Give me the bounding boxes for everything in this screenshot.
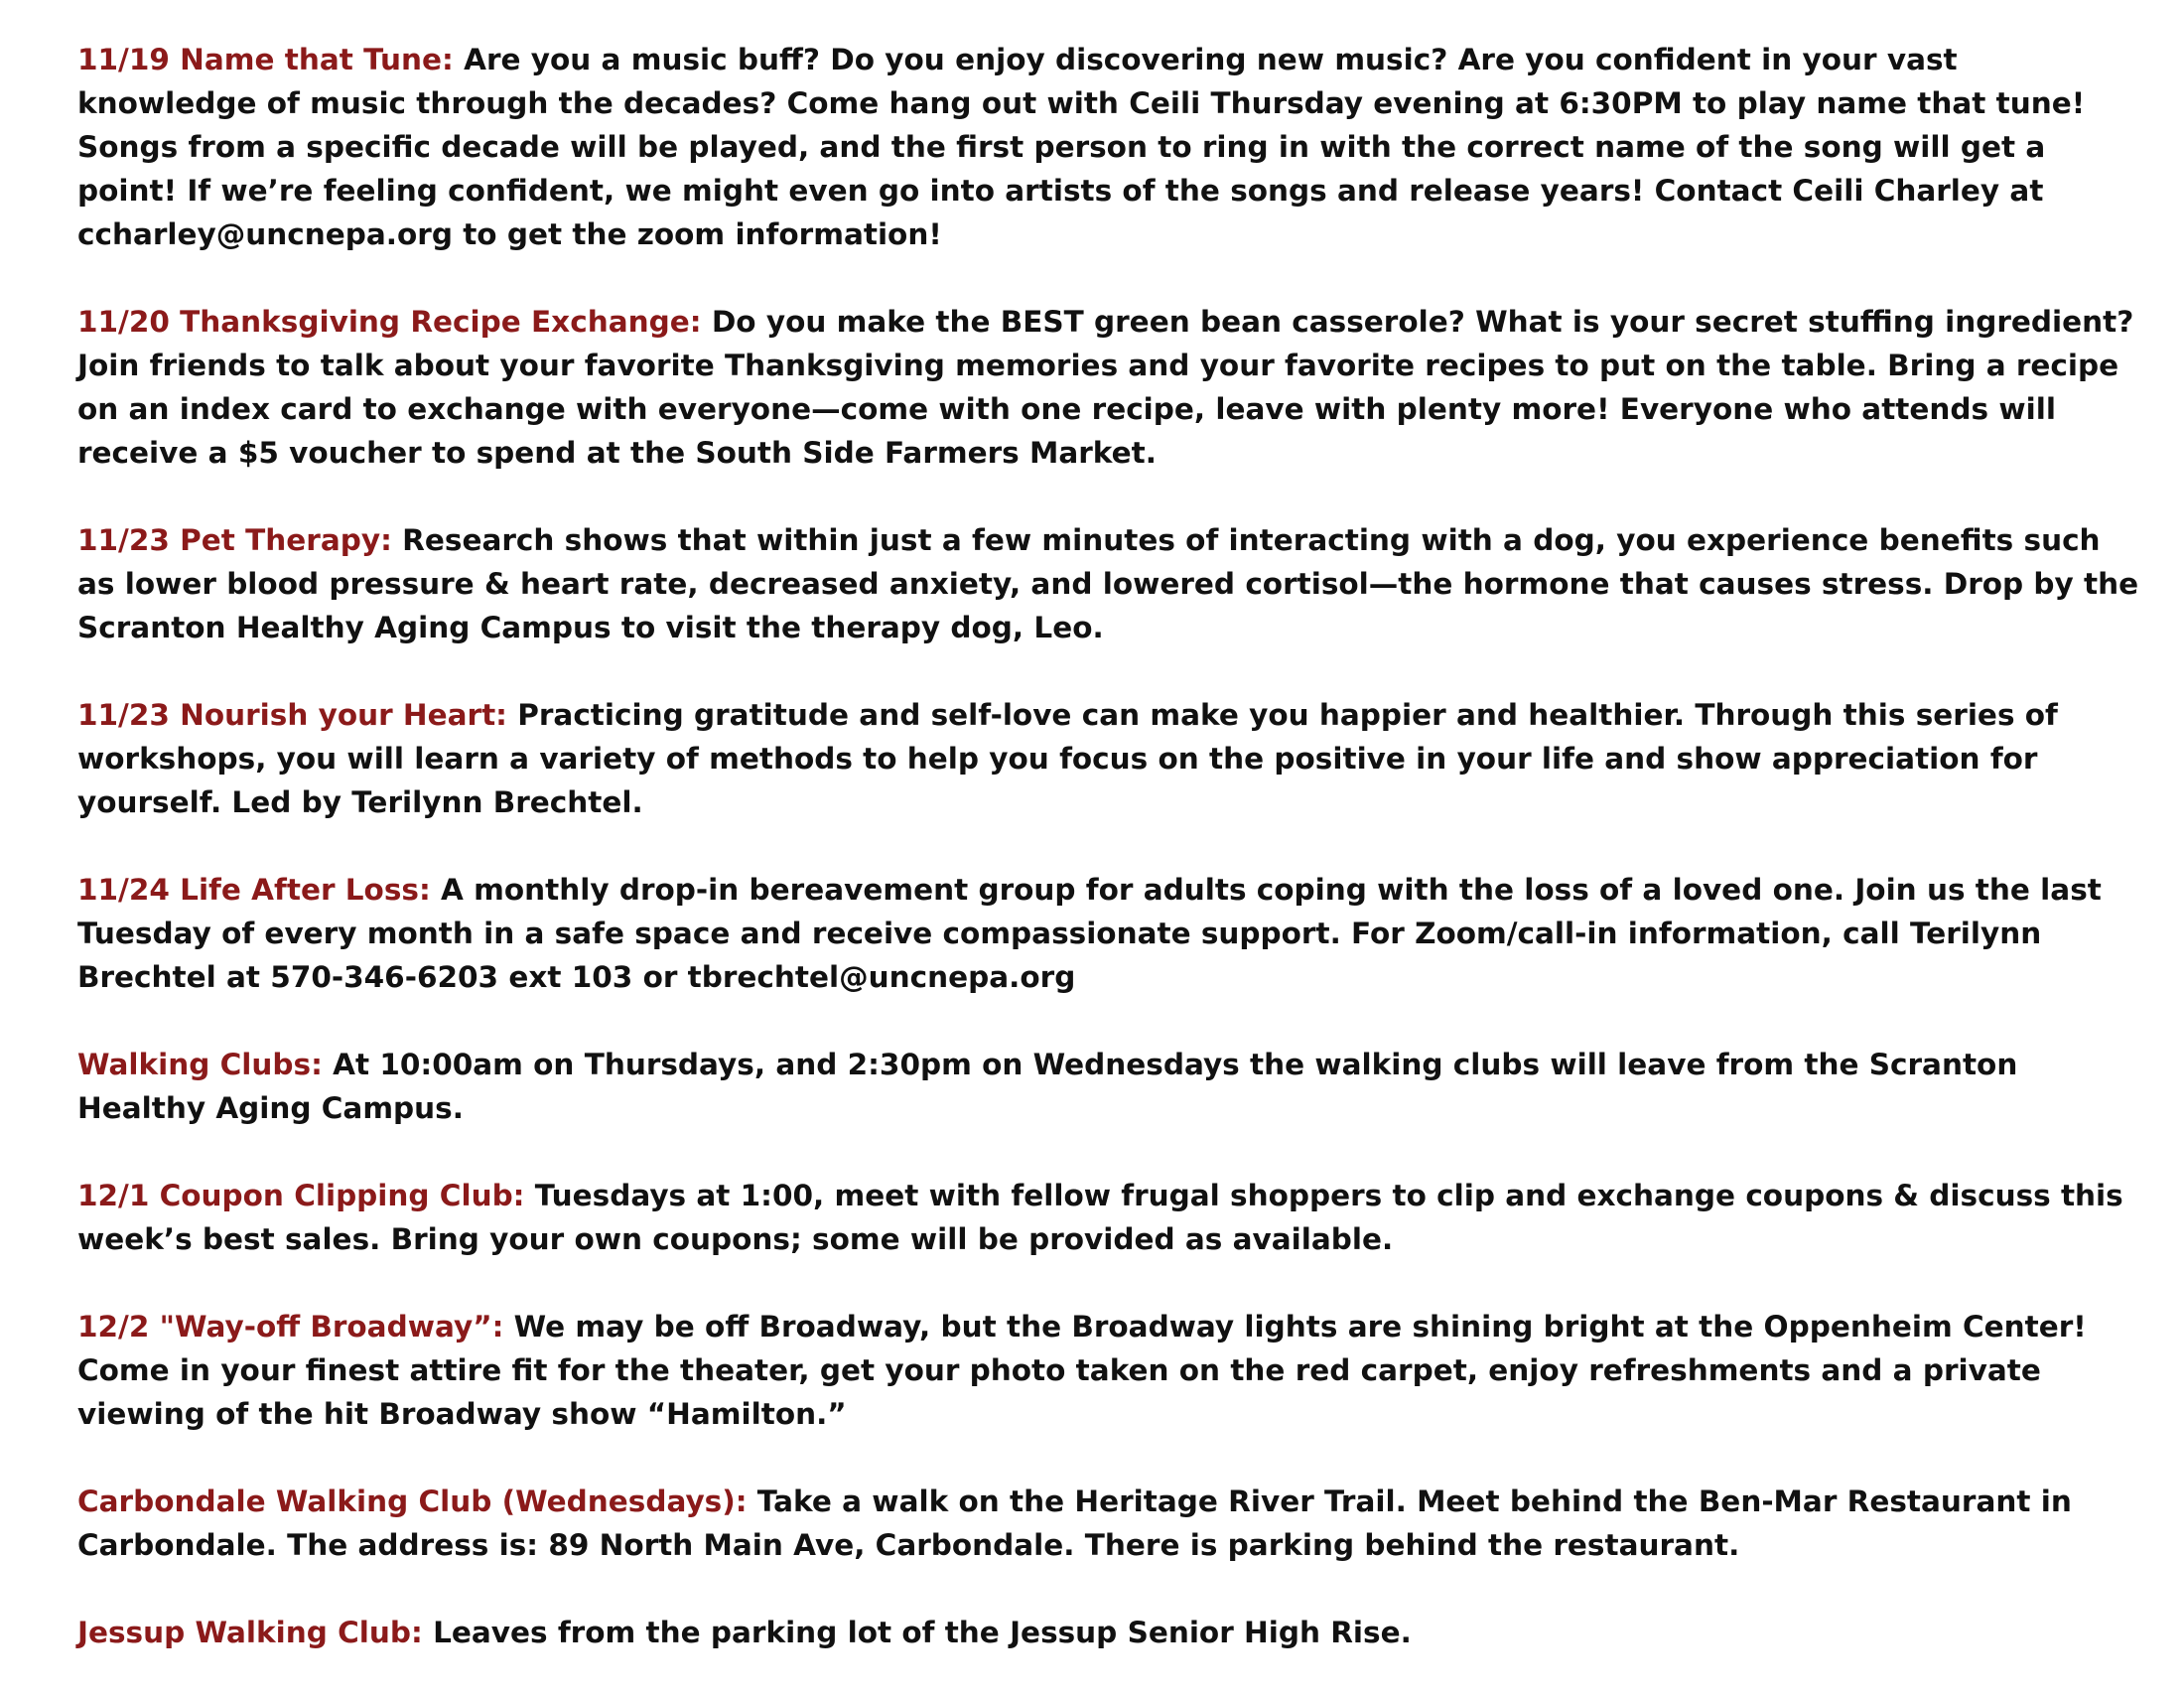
event-title: 12/1 Coupon Clipping Club: [77,1179,525,1212]
event-coupon-clipping-club [77,1174,2142,1261]
event-thanksgiving-recipe-exchange [77,300,2142,475]
event-name-that-tune [77,38,2142,256]
event-title: Jessup Walking Club: [77,1616,423,1649]
event-title: Walking Clubs: [77,1048,323,1081]
event-description: A monthly drop-in bereavement group for adults coping with the loss of a loved one. Join us the last Tuesday of every month in a safe space and receive compassionate support. For Zoom/call-in information, call Terilynn Brechtel at 570-346-6203 ext 103 or tbrechtel@uncnepa.org [77,873,2102,994]
event-title: 11/24 Life After Loss: [77,873,431,907]
event-title: Carbondale Walking Club (Wednesdays): [77,1485,748,1518]
event-description: Do you make the BEST green bean casserole? What is your secret stuffing ingredient? Join friends to talk about your favorite Thanksgiving memories and your favorite recipes to put on the table. Bring a recipe on an index card to exchange with everyone—come with one recipe, leave with plenty more! Everyone who attends will receive a $5 voucher to spend at the South Side Farmers Market. [77,305,2134,470]
event-description: We may be off Broadway, but the Broadway lights are shining bright at the Oppenheim Center! Come in your finest attire fit for the theater, get your photo taken on the red carpet, enjoy refreshments and a private viewing of the hit Broadway show “Hamilton.” [77,1310,2087,1431]
event-walking-clubs [77,1043,2142,1130]
event-title: 12/2 "Way-off Broadway”: [77,1310,504,1344]
event-title: 11/20 Thanksgiving Recipe Exchange: [77,305,702,339]
event-carbondale-walking-club [77,1480,2142,1567]
event-title: 11/23 Nourish your Heart: [77,698,507,732]
event-description: At 10:00am on Thursdays, and 2:30pm on Wednesdays the walking clubs will leave from the Scranton Healthy Aging Campus. [77,1048,2018,1125]
event-title: 11/19 Name that Tune: [77,43,454,76]
event-description: Tuesdays at 1:00, meet with fellow frugal shoppers to clip and exchange coupons & discuss this week’s best sales. Bring your own coupons; some will be provided as available. [77,1179,2123,1256]
event-life-after-loss [77,868,2142,999]
events-document [77,38,2142,1698]
event-description: Are you a music buff? Do you enjoy discovering new music? Are you confident in your vast knowledge of music through the decades? Come hang out with Ceili Thursday evening at 6:30PM to play name that tune! Songs from a specific decade will be played, and the first person to ring in with the correct name of the song will get a point! If we’re feeling confident, we might even go into artists of the songs and release years! Contact Ceili Charley at ccharley@uncnepa.org to get the zoom information! [77,43,2086,251]
event-nourish-your-heart [77,693,2142,824]
event-description: Take a walk on the Heritage River Trail. Meet behind the Ben-Mar Restaurant in Carbondale. The address is: 89 North Main Ave, Carbondale. There is parking behind the restaurant. [77,1485,2072,1562]
event-description: Leaves from the parking lot of the Jessup Senior High Rise. [422,1616,1412,1649]
event-pet-therapy [77,518,2142,649]
event-jessup-walking-club [77,1611,2142,1654]
event-description: Research shows that within just a few minutes of interacting with a dog, you experience benefits such as lower blood pressure & heart rate, decreased anxiety, and lowered cortisol—the hormone that causes stress. Drop by the Scranton Healthy Aging Campus to visit the therapy dog, Leo. [77,523,2139,644]
event-way-off-broadway [77,1305,2142,1436]
event-title: 11/23 Pet Therapy: [77,523,392,557]
event-description: Practicing gratitude and self-love can make you happier and healthier. Through this series of workshops, you will learn a variety of methods to help you focus on the positive in your life and show appreciation for yourself. Led by Terilynn Brechtel. [77,698,2058,819]
